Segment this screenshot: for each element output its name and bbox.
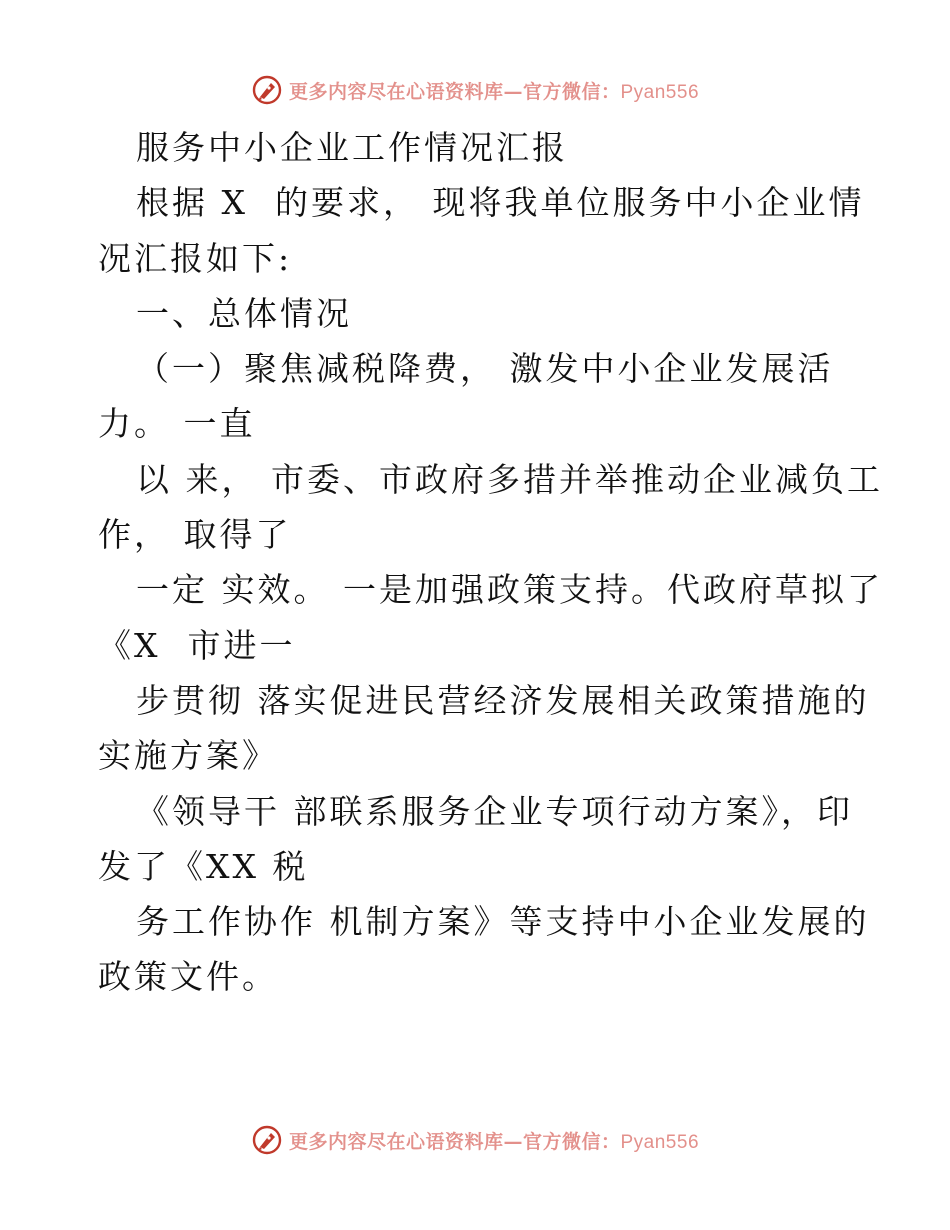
header-banner [0,70,950,110]
document-title: 服务中小企业工作情况汇报 [136,128,568,167]
paragraph-line: 一定 实效。 一是加强政策支持。代政府草拟了 [136,570,883,610]
paragraph-line: 以 来， 市委、市政府多措并举推动企业减负工 [136,459,883,499]
footer-banner [0,1120,950,1160]
paragraph-line: 力。 一直 [98,404,256,444]
document-body [98,120,883,1005]
header-wechat-id: Pyan556 [620,81,700,103]
paragraph-line: 《X 市进一 [98,625,296,665]
subsection-heading: （一）聚焦减税降费， 激发中小企业发展活 [136,349,834,389]
paragraph-line: 发了《XX 税 [98,846,309,886]
paragraph-line: 况汇报如下: [98,238,293,278]
paragraph-line: 作， 取得了 [98,515,292,555]
paragraph-line: 步贯彻 落实促进民营经济发展相关政策措施的 [136,680,870,720]
footer-banner-text: 更多内容尽在心语资料库—官方微信：Pyan556 [288,1130,700,1153]
section-heading: 一、总体情况 [136,293,352,333]
paragraph-line: 政策文件。 [98,957,278,997]
header-banner-text: 更多内容尽在心语资料库—官方微信：Pyan556 [288,80,700,103]
pen-nib-seal-icon [251,74,283,106]
paragraph-line: 实施方案》 [98,736,278,776]
paragraph-line: 《领导干 部联系服务企业专项行动方案》，印 [136,791,853,831]
footer-wechat-id: Pyan556 [620,1131,700,1153]
pen-nib-seal-icon [251,1124,283,1156]
paragraph-line: 根据 X 的要求， 现将我单位服务中小企业情 [136,183,865,223]
paragraph-line: 务工作协作 机制方案》等支持中小企业发展的 [136,902,870,942]
